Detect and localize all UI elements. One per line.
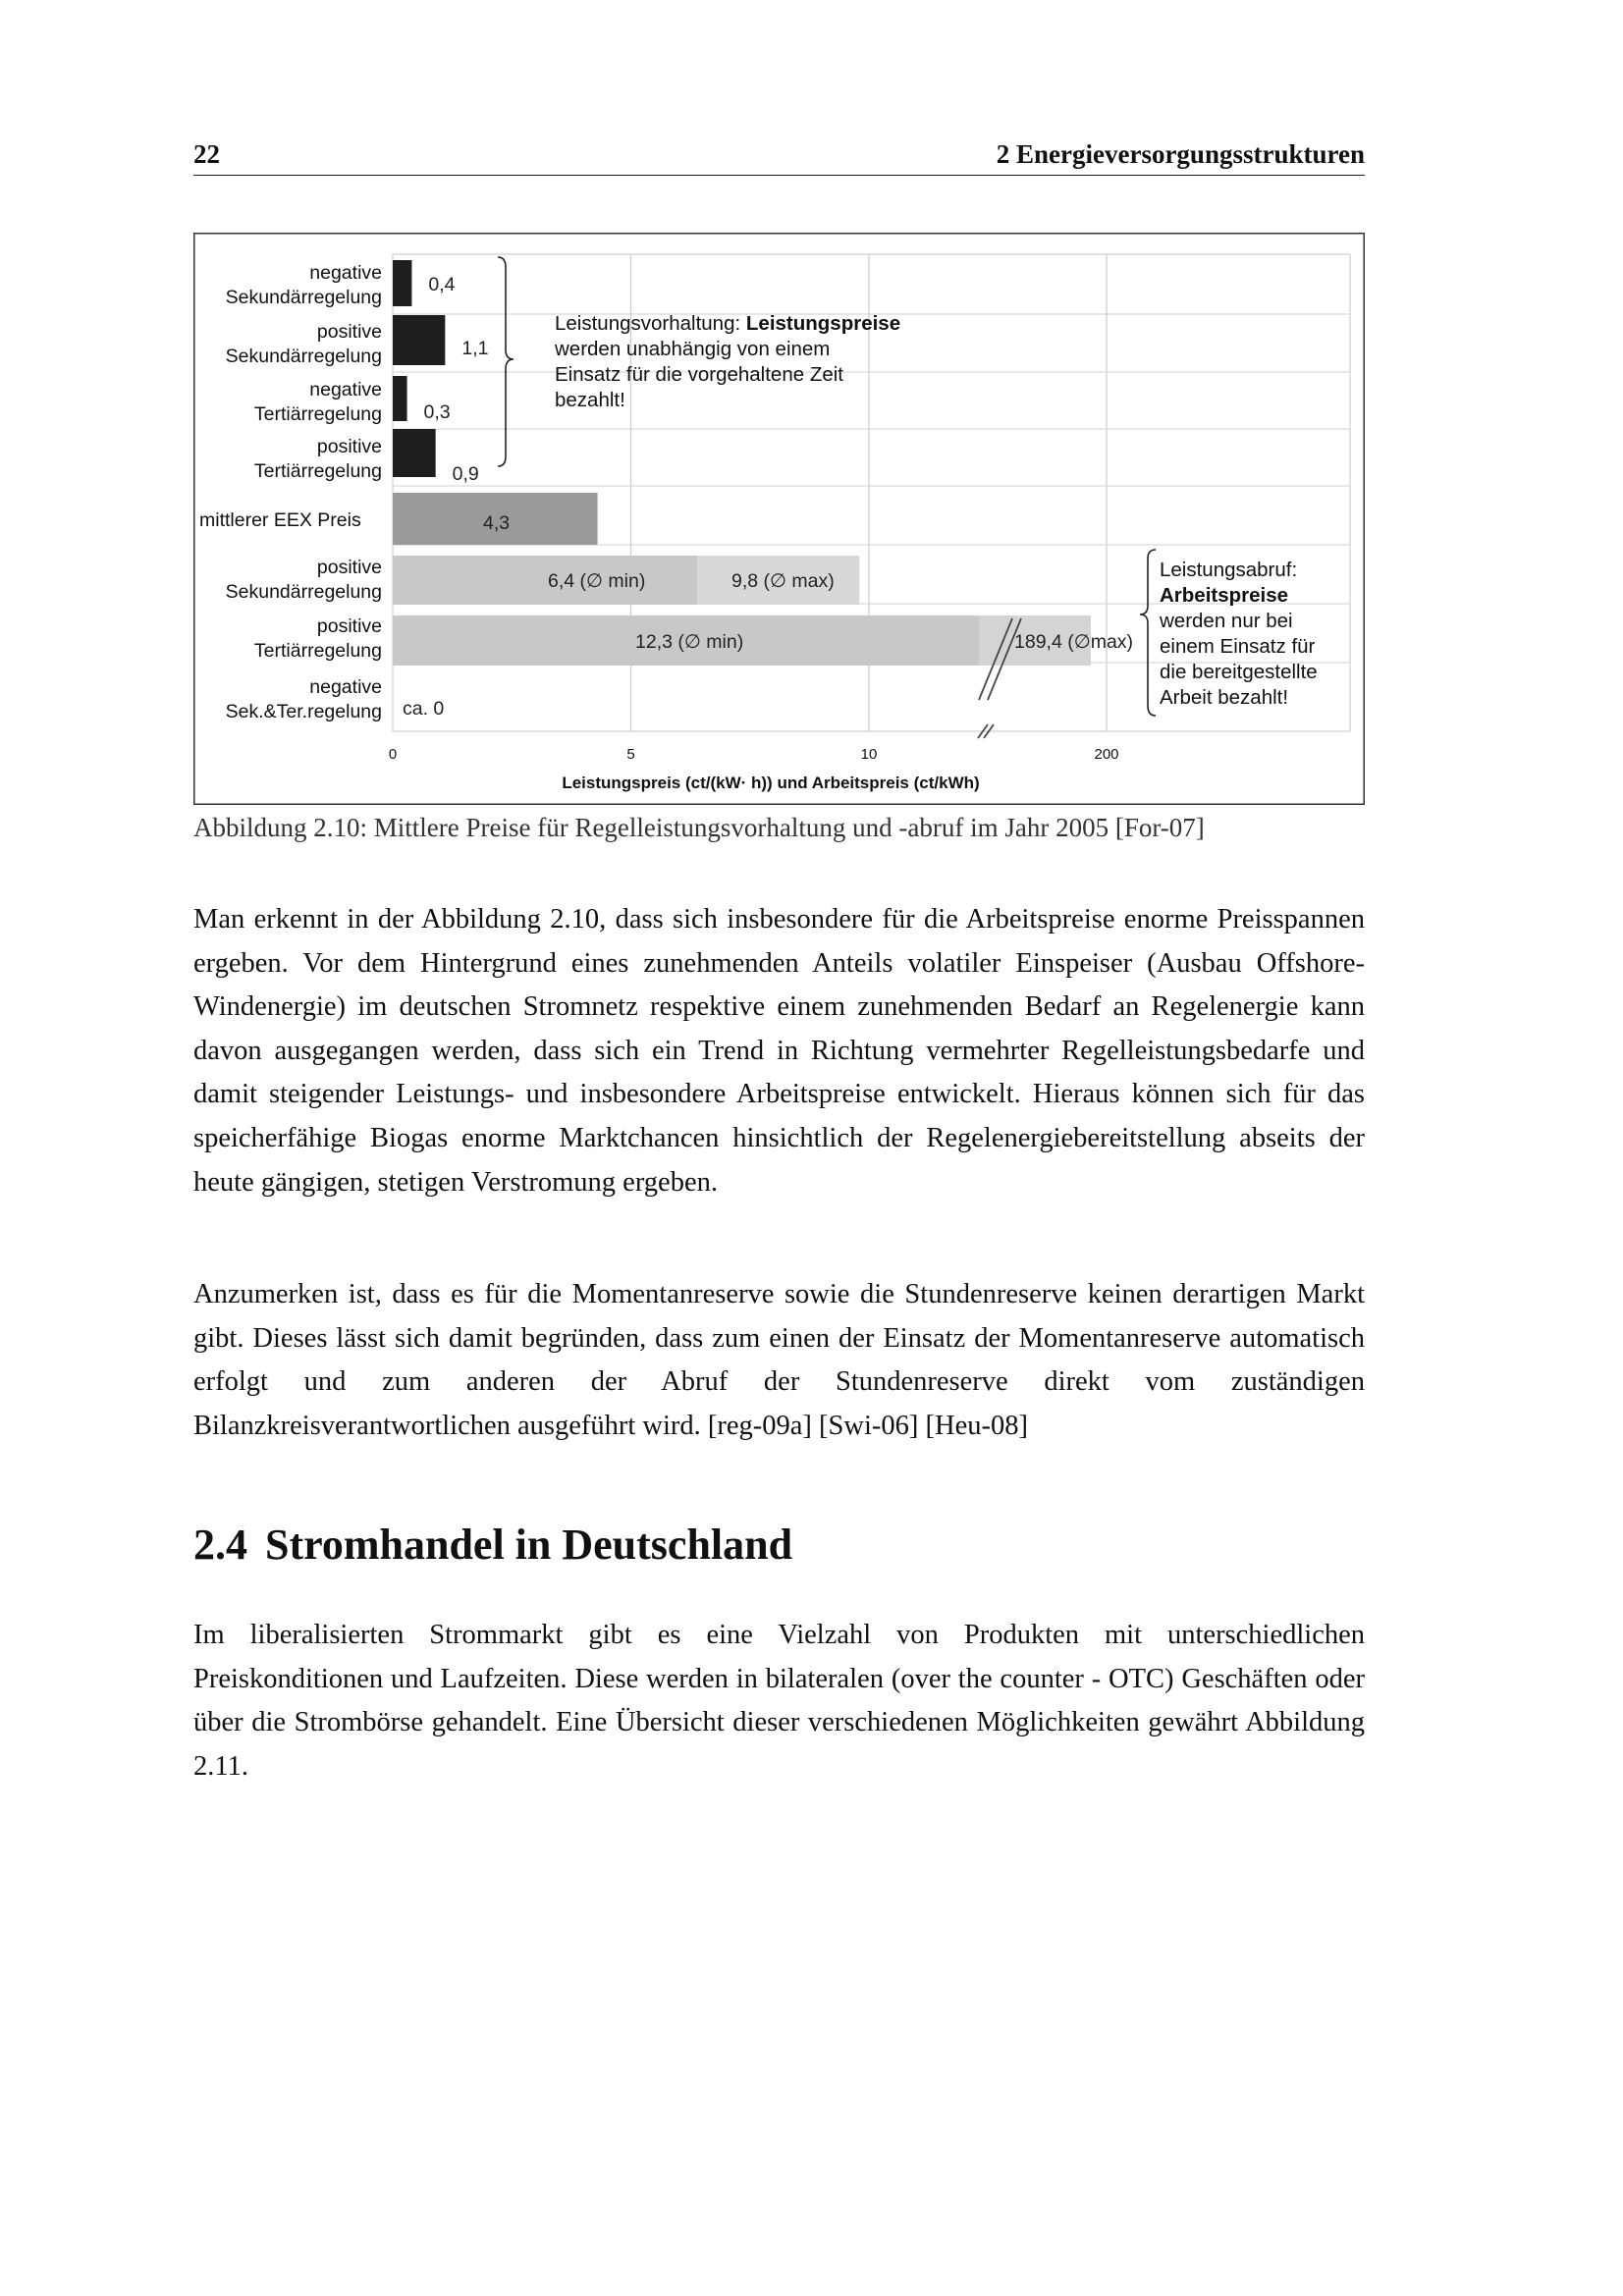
bar-label-sek-min: 6,4 (∅ min) xyxy=(548,570,646,592)
page-header xyxy=(193,135,1365,176)
paragraph-3: Im liberalisierten Strommarkt gibt es eine Vielzahl von Produkten mit unterschiedlichen Preiskonditionen und Laufzeiten. Diese werden in bilateralen (over the counter - OTC) Geschäften oder über die Strombörse gehandelt. Eine Übersicht dieser verschiedenen Möglichkeiten gewährt Abbildung 2.11. xyxy=(193,1620,1365,1782)
bar-leistungspreis-0 xyxy=(393,260,411,306)
category-label-7-1: Sek.&Ter.regelung xyxy=(225,701,382,722)
section-heading xyxy=(193,1520,792,1570)
annotation-right-line6: Arbeit bezahlt! xyxy=(1160,686,1289,709)
category-label-4: mittlerer EEX Preis xyxy=(199,509,361,531)
bar-leistungspreis-2 xyxy=(393,376,407,421)
bar-label-leistungspreis-0: 0,4 xyxy=(428,274,456,295)
x-tick-label-0: 0 xyxy=(388,746,398,763)
annotation-right-line5: die bereitgestellte xyxy=(1160,661,1318,683)
annotation-right-line2: Arbeitspreise xyxy=(1160,584,1289,607)
figure-caption: Abbildung 2.10: Mittlere Preise für Regelleistungsvorhaltung und -abruf im Jahr 2005 [For-07] xyxy=(193,813,1205,842)
annotation-top-line1: Leistungsvorhaltung: Leistungspreise xyxy=(555,312,901,335)
bar-label-ter-min: 12,3 (∅ min) xyxy=(635,631,744,653)
bar-leistungspreis-3 xyxy=(393,429,436,477)
figure-regelleistung-preise xyxy=(193,233,1365,805)
x-tick-label-200: 200 xyxy=(1094,746,1119,763)
section-title: Stromhandel in Deutschland xyxy=(265,1521,793,1569)
category-label-6-1: Tertiärregelung xyxy=(253,640,382,662)
category-label-5-0: positive xyxy=(316,557,382,578)
page-number: 22 xyxy=(193,139,220,169)
bar-leistungspreis-1 xyxy=(393,315,445,365)
bar-label-leistungspreis-1: 1,1 xyxy=(461,338,489,359)
category-label-6-0: positive xyxy=(316,615,382,637)
bar-label-leistungspreis-3: 0,9 xyxy=(452,463,479,485)
category-label-3-1: Tertiärregelung xyxy=(253,460,382,482)
annotation-right-line1: Leistungsabruf: xyxy=(1160,559,1298,581)
category-label-3-0: positive xyxy=(316,436,382,457)
section-number: 2.4 xyxy=(193,1521,247,1569)
category-label-5-1: Sekundärregelung xyxy=(225,581,382,603)
bar-label-ter-max: 189,4 (∅max) xyxy=(1014,631,1134,653)
x-tick-label-5: 5 xyxy=(626,746,635,763)
annotation-top-line4: bezahlt! xyxy=(555,389,625,411)
x-axis-label: Leistungspreis (ct/(kW· h)) und Arbeitspreis (ct/kWh) xyxy=(562,774,980,792)
running-chapter-title: 2 Energieversorgungsstrukturen xyxy=(996,139,1365,169)
bar-label-eex-preis: 4,3 xyxy=(483,512,511,534)
bar-label-sek-max: 9,8 (∅ max) xyxy=(731,570,835,592)
annotation-top-line3: Einsatz für die vorgehaltene Zeit xyxy=(555,363,843,386)
category-label-0-1: Sekundärregelung xyxy=(225,287,382,308)
price-bar-chart xyxy=(193,233,1365,805)
paragraph-2: Anzumerken ist, dass es für die Momentanreserve sowie die Stundenreserve keinen derartigen Markt gibt. Dieses lässt sich damit begründen, dass zum einen der Einsatz der Momentanreserve automatisch erfolgt und zum anderen der Abruf der Stundenreserve direkt vom zuständigen Bilanzkreisverantwortlichen ausgeführt wird. [reg-09a] [Swi-06] [Heu-08] xyxy=(193,1279,1365,1441)
annotation-top-line2: werden unabhängig von einem xyxy=(555,338,831,360)
annotation-right-line3: werden nur bei xyxy=(1160,610,1293,632)
category-label-2-0: negative xyxy=(309,379,382,400)
bar-label-sekter-negative: ca. 0 xyxy=(403,698,445,720)
category-label-7-0: negative xyxy=(309,676,382,698)
bar-sek-min xyxy=(393,556,697,605)
category-label-1-1: Sekundärregelung xyxy=(225,346,382,367)
category-label-2-1: Tertiärregelung xyxy=(253,403,382,425)
paragraph-1: Man erkennt in der Abbildung 2.10, dass sich insbesondere für die Arbeitspreise enorme Preisspannen ergeben. Vor dem Hintergrund eines zunehmenden Anteils volatiler Einspeiser (Ausbau Offshore-Windenergie) im deutschen Stromnetz respektive einem zunehmenden Bedarf an Regelenergie kann davon ausgegangen werden, dass sich ein Trend in Richtung vermehrter Regelleistungsbedarfe und damit steigender Leistungs- und insbesondere Arbeitspreise entwickelt. Hieraus können sich für das speicherfähige Biogas enorme Marktchancen hinsichtlich der Regelenergiebereitstellung abseits der heute gängigen, stetigen Verstromung ergeben. xyxy=(193,904,1365,1198)
bar-label-leistungspreis-2: 0,3 xyxy=(423,401,451,423)
annotation-right-line4: einem Einsatz für xyxy=(1160,635,1316,658)
category-label-0-0: negative xyxy=(309,262,382,284)
x-tick-label-10: 10 xyxy=(860,746,878,763)
category-label-1-0: positive xyxy=(316,321,382,343)
